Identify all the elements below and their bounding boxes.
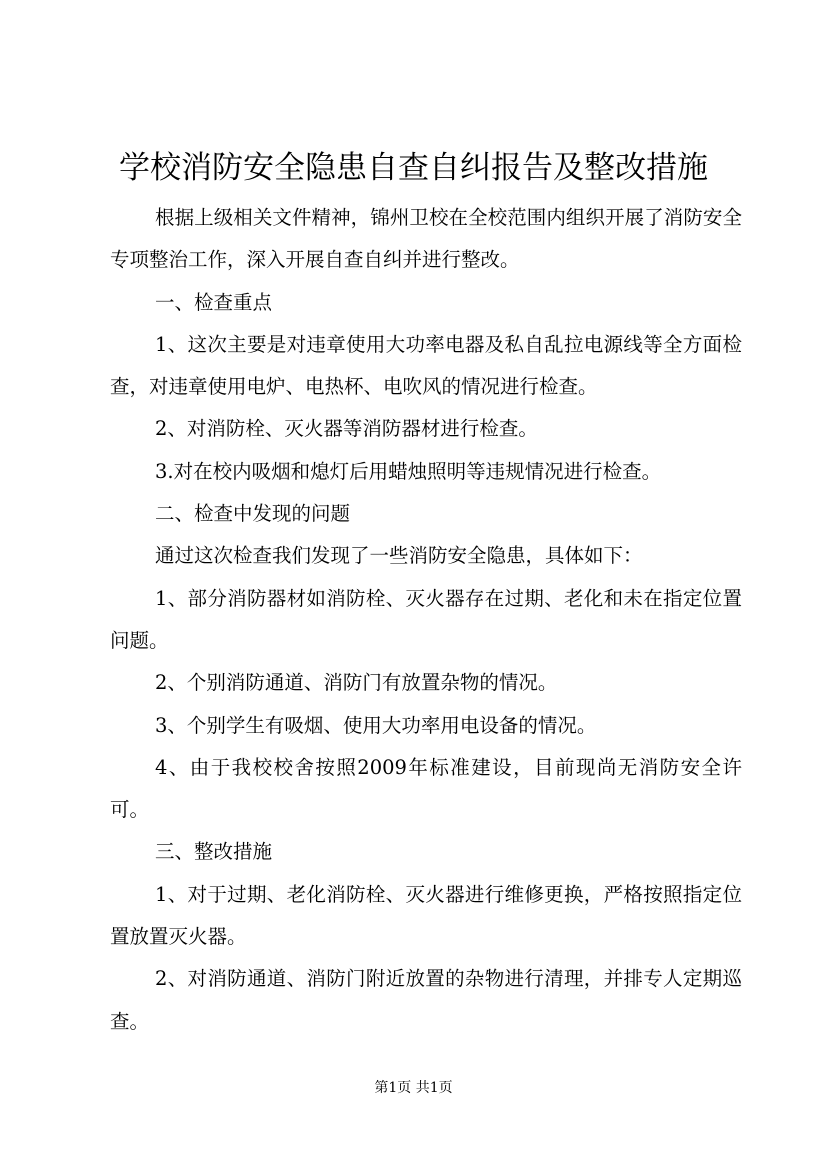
paragraph-focus-3: 3.对在校内吸烟和熄灯后用蜡烛照明等违规情况进行检查。 xyxy=(155,459,662,483)
paragraph-focus-1: 1、这次主要是对违章使用大功率电器及私自乱拉电源线等全方面检查，对违章使用电炉、电热杯、电吹风的情况进行检查。 xyxy=(110,332,742,399)
section-heading-issues-found: 二、检查中发现的问题 xyxy=(155,502,351,526)
paragraph-intro: 根据上级相关文件精神，锦州卫校在全校范围内组织开展了消防安全专项整治工作，深入开展自查自纠并进行整改。 xyxy=(110,206,742,272)
paragraph-issues-intro: 通过这次检查我们发现了一些消防安全隐患，具体如下： xyxy=(155,544,643,568)
page-number-footer: 第1页 共1页 xyxy=(374,1080,453,1096)
section-heading-rectification: 三、整改措施 xyxy=(155,840,273,864)
paragraph-issue-4: 4、由于我校校舍按照2009年标准建设，目前现尚无消防安全许可。 xyxy=(110,755,742,822)
paragraph-focus-2: 2、对消防栓、灭火器等消防器材进行检查。 xyxy=(155,417,538,441)
document-title: 学校消防安全隐患自查自纠报告及整改措施 xyxy=(119,150,708,186)
document-body xyxy=(110,197,742,1043)
section-heading-inspection-focus: 一、检查重点 xyxy=(155,290,273,314)
paragraph-measure-2: 2、对消防通道、消防门附近放置的杂物进行清理，并排专人定期巡查。 xyxy=(110,967,742,1033)
paragraph-issue-3: 3、个别学生有吸烟、使用大功率用电设备的情况。 xyxy=(155,713,597,737)
paragraph-issue-1: 1、部分消防器材如消防栓、灭火器存在过期、老化和未在指定位置问题。 xyxy=(110,586,742,652)
paragraph-measure-1: 1、对于过期、老化消防栓、灭火器进行维修更换，严格按照指定位置放置灭火器。 xyxy=(110,882,742,949)
paragraph-issue-2: 2、个别消防通道、消防门有放置杂物的情况。 xyxy=(155,671,558,695)
